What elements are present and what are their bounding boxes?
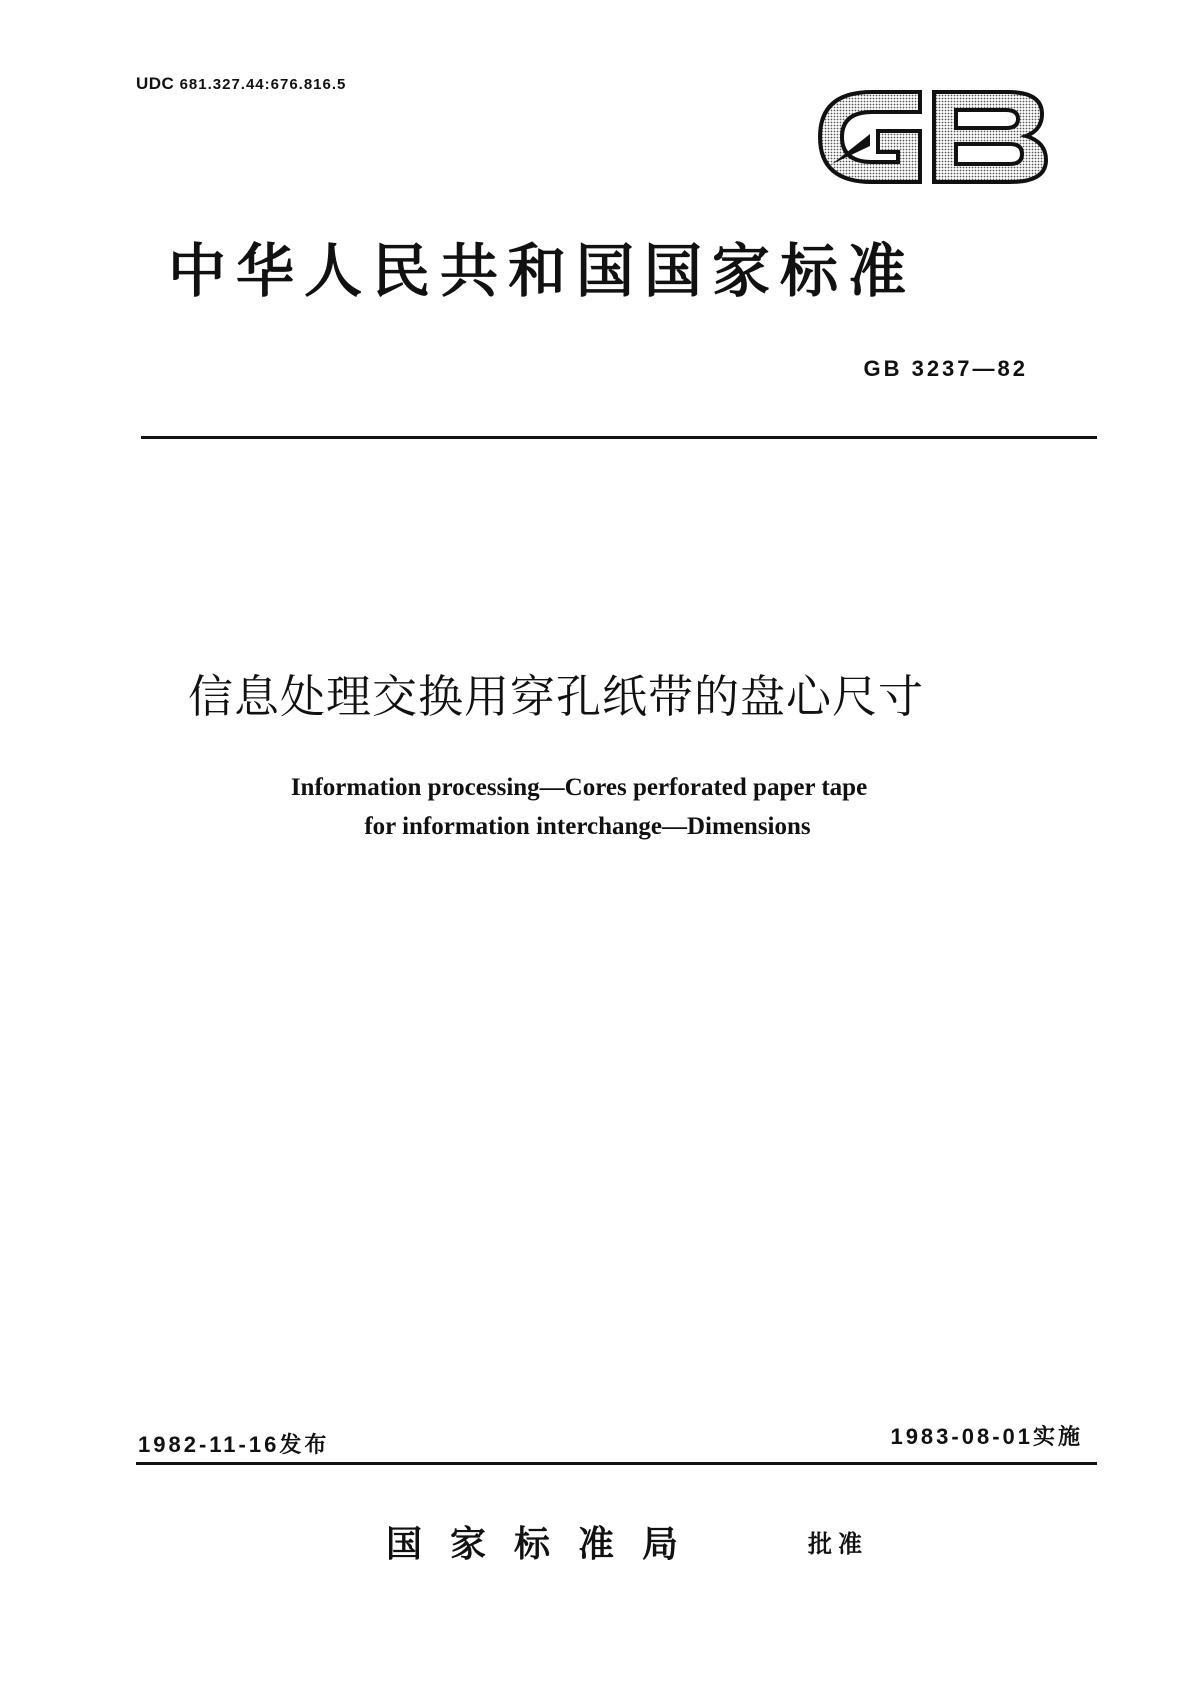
issue-date: 1982-11-16发布 — [138, 1432, 330, 1457]
udc-label: UDC — [136, 74, 175, 93]
english-title-line-2: for information interchange—Dimensions — [364, 813, 811, 840]
header-divider — [141, 436, 1097, 439]
udc-number: 681.327.44:676.816.5 — [179, 76, 347, 93]
chinese-title: 信息处理交换用穿孔纸带的盘心尺寸 — [188, 670, 925, 723]
gb-logo — [812, 76, 1052, 198]
gb-logo-b-glyph — [934, 92, 1046, 182]
footer-divider — [136, 1462, 1097, 1465]
implementation-date: 1983-08-01实施 — [890, 1424, 1083, 1449]
udc-classification — [136, 74, 346, 94]
approval-label: 批准 — [808, 1530, 868, 1558]
standard-number: GB 3237—82 — [863, 356, 1028, 381]
approving-body: 国家标准局 — [386, 1524, 707, 1565]
english-title — [0, 768, 1191, 846]
english-title-line-1: Information processing—Cores perforated paper tape — [290, 774, 868, 801]
national-standard-title: 中华人民共和国国家标准 — [168, 237, 917, 305]
